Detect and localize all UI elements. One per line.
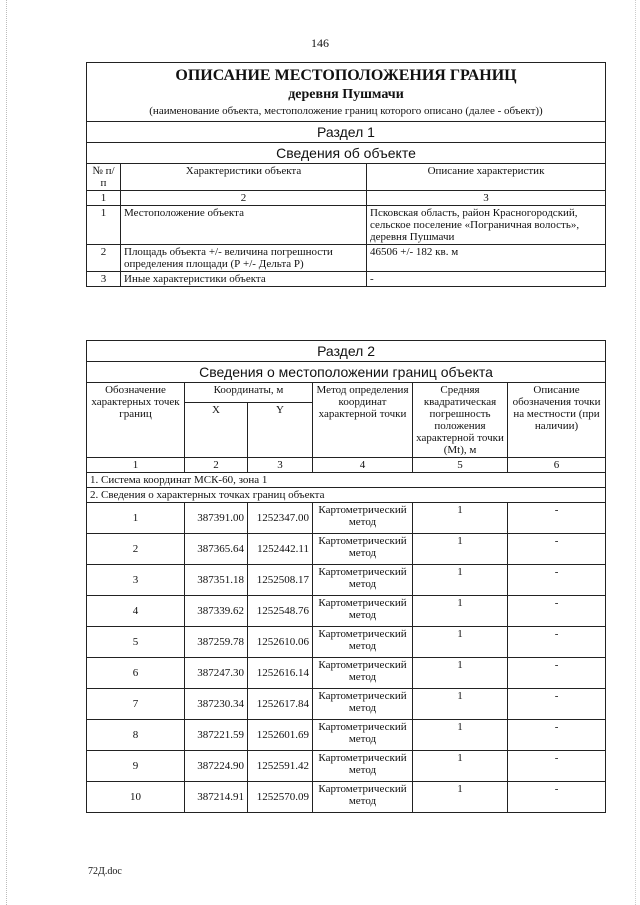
table-row [87,534,606,565]
coord-y: 1252601.69 [248,720,313,751]
scan-edge-right [633,0,636,905]
table-row [87,565,606,596]
table-row [87,245,606,272]
col-header-description: Описание характеристик [367,164,606,191]
coord-system-label: 1. Система координат МСК-60, зона 1 [87,473,606,488]
mean-error: 1 [413,689,508,720]
method: Картометрический метод [313,503,413,534]
section1-label: Раздел 1 [87,122,606,143]
mean-error: 1 [413,658,508,689]
coord-x: 387224.90 [185,751,248,782]
mean-error: 1 [413,751,508,782]
table-row [87,272,606,287]
row-description: Псковская область, район Красногородский, сельское поселение «Пограничная волость», деревня Пушмачи [367,206,606,245]
col-header-coords: Координаты, м [185,383,313,403]
coord-x: 387259.78 [185,627,248,658]
mean-error: 1 [413,534,508,565]
coord-x: 387230.34 [185,689,248,720]
row-number: 3 [87,272,121,287]
point-number: 5 [87,627,185,658]
col-number: 3 [367,191,606,206]
coord-y: 1252347.00 [248,503,313,534]
document-title: ОПИСАНИЕ МЕСТОПОЛОЖЕНИЯ ГРАНИЦ [175,67,517,84]
row-characteristic: Площадь объекта +/- величина погрешности определения площади (Р +/- Дельта Р) [121,245,367,272]
coord-x: 387214.91 [185,782,248,813]
section2-table [86,340,606,813]
row-characteristic: Местоположение объекта [121,206,367,245]
point-marking: - [508,503,606,534]
method: Картометрический метод [313,720,413,751]
method: Картометрический метод [313,689,413,720]
row-description: 46506 +/- 182 кв. м [367,245,606,272]
coord-y: 1252570.09 [248,782,313,813]
table-row [87,658,606,689]
point-marking: - [508,565,606,596]
mean-error: 1 [413,596,508,627]
table-row [87,503,606,534]
table-row [87,596,606,627]
section2-title: Сведения о местоположении границ объекта [87,362,606,383]
object-name: деревня Пушмачи [288,87,404,102]
method: Картометрический метод [313,565,413,596]
coord-y: 1252616.14 [248,658,313,689]
coord-y: 1252508.17 [248,565,313,596]
col-header-error: Средняя квадратическая погрешность положения характерной точки (Mt), м [413,383,508,458]
section1-table [86,62,606,287]
section1-title: Сведения об объекте [87,143,606,164]
point-marking: - [508,782,606,813]
object-hint: (наименование объекта, местоположение границ которого описано (далее - объект)) [149,105,543,117]
col-number: 2 [121,191,367,206]
point-marking: - [508,689,606,720]
col-header-points: Обозначение характерных точек границ [87,383,185,458]
point-number: 3 [87,565,185,596]
coord-y: 1252610.06 [248,627,313,658]
points-section-label: 2. Сведения о характерных точках границ объекта [87,488,606,503]
coord-y: 1252617.84 [248,689,313,720]
table-row [87,782,606,813]
table-row [87,720,606,751]
point-marking: - [508,596,606,627]
mean-error: 1 [413,782,508,813]
coord-y: 1252442.11 [248,534,313,565]
section2-label: Раздел 2 [87,341,606,362]
col-header-x: X [185,403,248,458]
point-number: 8 [87,720,185,751]
mean-error: 1 [413,627,508,658]
coord-x: 387247.30 [185,658,248,689]
method: Картометрический метод [313,751,413,782]
table-row [87,627,606,658]
point-number: 9 [87,751,185,782]
point-marking: - [508,720,606,751]
row-number: 2 [87,245,121,272]
point-marking: - [508,534,606,565]
mean-error: 1 [413,720,508,751]
coord-y: 1252591.42 [248,751,313,782]
page-number: 146 [311,36,329,50]
col-header-y: Y [248,403,313,458]
row-characteristic: Иные характеристики объекта [121,272,367,287]
mean-error: 1 [413,503,508,534]
method: Картометрический метод [313,782,413,813]
point-number: 7 [87,689,185,720]
col-number: 4 [313,458,413,473]
coord-y: 1252548.76 [248,596,313,627]
coord-x: 387351.18 [185,565,248,596]
col-header-method: Метод определения координат характерной точки [313,383,413,458]
method: Картометрический метод [313,658,413,689]
col-header-marking: Описание обозначения точки на местности (при наличии) [508,383,606,458]
point-number: 10 [87,782,185,813]
point-marking: - [508,627,606,658]
point-marking: - [508,751,606,782]
method: Картометрический метод [313,534,413,565]
point-marking: - [508,658,606,689]
coord-x: 387339.62 [185,596,248,627]
point-number: 1 [87,503,185,534]
method: Картометрический метод [313,627,413,658]
coord-x: 387391.00 [185,503,248,534]
mean-error: 1 [413,565,508,596]
scan-edge-left [6,0,11,905]
col-header-number: № п/п [87,164,121,191]
col-number: 1 [87,191,121,206]
row-number: 1 [87,206,121,245]
col-number: 3 [248,458,313,473]
method: Картометрический метод [313,596,413,627]
table-row [87,689,606,720]
point-number: 4 [87,596,185,627]
col-number: 2 [185,458,248,473]
point-number: 2 [87,534,185,565]
col-header-characteristic: Характеристики объекта [121,164,367,191]
col-number: 6 [508,458,606,473]
table-row [87,751,606,782]
point-number: 6 [87,658,185,689]
table-row [87,206,606,245]
footer-filename: 72Д.doc [88,866,122,877]
points-body [87,503,606,813]
coord-x: 387365.64 [185,534,248,565]
col-number: 1 [87,458,185,473]
coord-x: 387221.59 [185,720,248,751]
row-description: - [367,272,606,287]
col-number: 5 [413,458,508,473]
